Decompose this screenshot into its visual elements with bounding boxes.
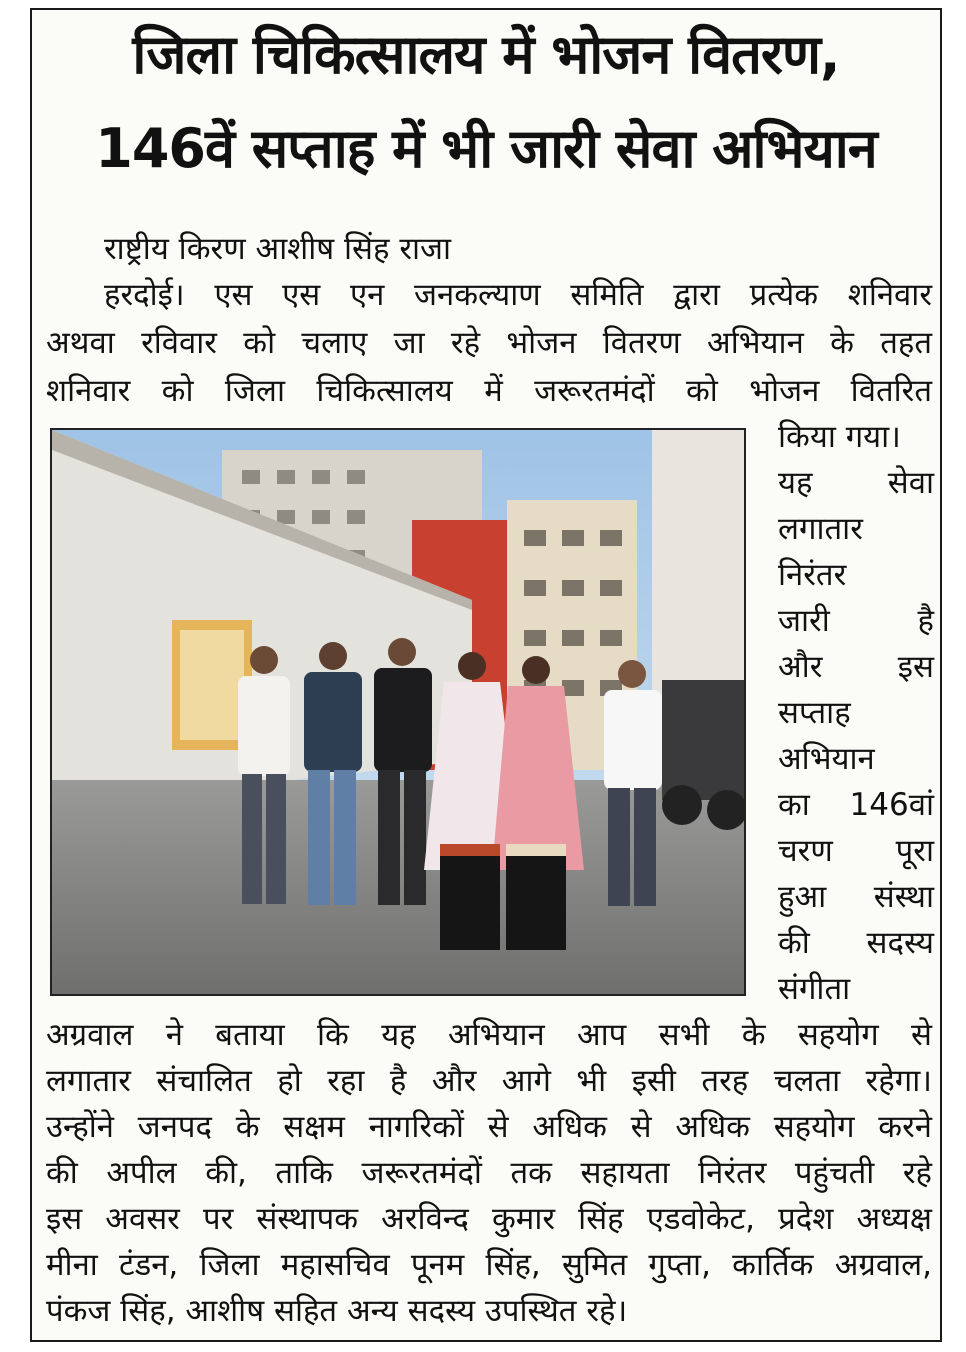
headline-line-2: 146वें सप्ताह में भी जारी सेवा अभियान — [95, 117, 877, 180]
side-column-line: जारी है — [778, 603, 934, 639]
side-column-line: और इस — [778, 649, 934, 685]
newspaper-clipping — [30, 8, 942, 1342]
body-line: पंकज सिंह, आशीष सहित अन्य सदस्य उपस्थित रहे। — [46, 1293, 628, 1329]
lead-line: शनिवार को जिला चिकित्सालय में जरूरतमंदों को भोजन वितरित — [46, 373, 932, 409]
headline-line-1: जिला चिकित्सालय में भोजन वितरण, — [132, 23, 840, 86]
side-column-line: सप्ताह — [778, 695, 851, 731]
side-column-line: संगीता — [778, 971, 851, 1007]
side-column-line: यह सेवा — [778, 465, 934, 501]
side-column-line: का 146वां — [778, 787, 934, 823]
side-column-line: हुआ संस्था — [778, 879, 934, 915]
side-column-line: लगातार — [778, 511, 863, 547]
body-line: उन्होंने जनपद के सक्षम नागरिकों से अधिक से अधिक सहयोग करने — [46, 1109, 932, 1145]
byline: राष्ट्रीय किरण आशीष सिंह राजा — [104, 231, 452, 267]
body-line: की अपील की, ताकि जरूरतमंदों तक सहायता निरंतर पहुंचती रहे — [46, 1155, 932, 1191]
side-column-line: चरण पूरा — [778, 833, 934, 869]
side-column-line: निरंतर — [778, 557, 847, 593]
lead-line: हरदोई। एस एस एन जनकल्याण समिति द्वारा प्रत्येक शनिवार — [104, 277, 932, 313]
body-line: लगातार संचालित हो रहा है और आगे भी इसी तरह चलता रहेगा। — [46, 1063, 932, 1099]
side-column-line: की सदस्य — [778, 925, 934, 961]
body-line: मीना टंडन, जिला महासचिव पूनम सिंह, सुमित गुप्ता, कार्तिक अग्रवाल, — [46, 1247, 932, 1283]
side-column-line: अभियान — [778, 741, 875, 777]
body-line: अग्रवाल ने बताया कि यह अभियान आप सभी के सहयोग से — [46, 1017, 932, 1053]
news-photo — [50, 428, 746, 996]
lead-line: अथवा रविवार को चलाए जा रहे भोजन वितरण अभियान के तहत — [46, 325, 932, 361]
body-line: इस अवसर पर संस्थापक अरविन्द कुमार सिंह एडवोकेट, प्रदेश अध्यक्ष — [46, 1201, 932, 1237]
side-column-line: किया गया। — [778, 419, 901, 455]
